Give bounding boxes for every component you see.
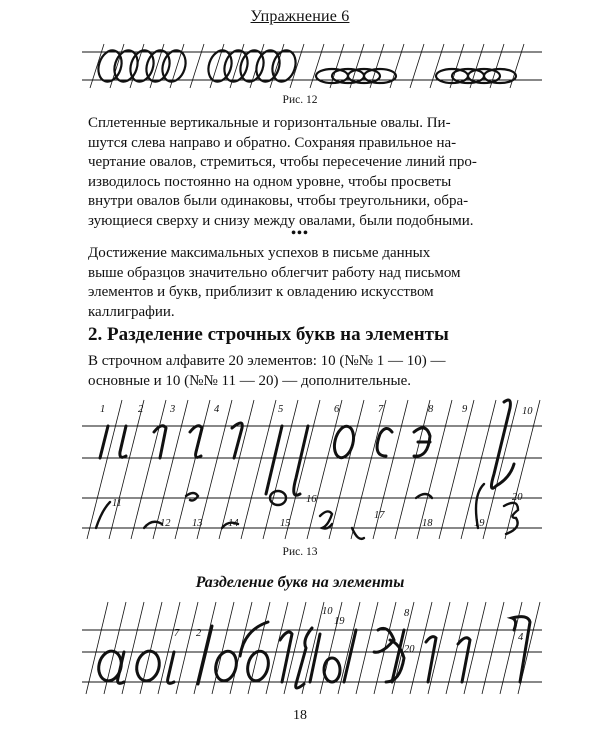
element-number: 8 [404,608,410,619]
paragraph-line: элементов и букв, приблизит к овладению искусством [88,284,434,300]
element-number: 4 [518,632,524,643]
figure-12-caption: Рис. 12 [282,94,318,106]
figure-14-letters [82,600,542,698]
element-number: 15 [280,518,291,529]
element-number: 7 [174,628,180,639]
paragraph-line: каллиграфии. [88,303,175,320]
subsection-title: Разделение букв на элементы [195,574,405,591]
element-number: 9 [462,404,468,415]
element-number: 20 [512,492,523,503]
element-number: 17 [374,510,385,521]
element-number: 2 [196,628,202,639]
paragraph-line: чертание овалов, стремиться, чтобы пересечение линий про- [88,154,477,170]
page-number: 18 [293,708,307,723]
figure-13-caption: Рис. 13 [282,546,318,558]
paragraph-line: внутри овалов были одинаковы, чтобы треугольники, обра- [88,193,469,209]
separator-dots: ••• [291,226,309,241]
element-number: 8 [428,404,434,415]
element-number: 3 [170,404,176,415]
paragraph-achievement [88,244,538,322]
element-number: 5 [278,404,284,415]
element-number: 1 [100,404,106,415]
section-intro [88,352,538,391]
paragraph-line: зующиеся сверху и снизу между овалами, были подобными. [88,212,474,229]
paragraph-line: В строчном алфавите 20 элементов: 10 (№№ 1 — 10) — [88,353,446,369]
element-number: 14 [228,518,239,529]
paragraph-line: выше образцов значительно облегчит работу над письмом [88,264,461,281]
paragraph-ovals [88,114,538,231]
paragraph-line: шутся слева направо и обратно. Сохраняя правильное на- [88,134,457,151]
element-number: 19 [334,616,345,627]
element-number: 4 [214,404,220,415]
element-number: 6 [334,404,340,415]
paragraph-line: Сплетенные вертикальные и горизонтальные овалы. Пи- [88,115,451,131]
figure-12-ovals [82,38,542,94]
element-number: 7 [378,404,384,415]
element-number: 16 [306,494,317,505]
exercise-title: Упражнение 6 [250,8,350,25]
figure-13-elements [82,394,542,542]
element-number: 19 [474,518,485,529]
paragraph-line: основные и 10 (№№ 11 — 20) — дополнительные. [88,372,412,389]
paragraph-line: Достижение максимальных успехов в письме данных [88,245,431,261]
element-number: 13 [192,518,203,529]
section-title: 2. Разделение строчных букв на элементы [88,324,449,345]
paragraph-line: изводилось постоянно на одном уровне, чтобы просветы [88,173,452,190]
element-number: 10 [322,606,333,617]
element-number: 11 [112,498,122,509]
element-number: 18 [422,518,433,529]
element-number: 20 [404,644,415,655]
element-number: 10 [522,406,533,417]
element-number: 12 [160,518,171,529]
element-number: 2 [138,404,144,415]
